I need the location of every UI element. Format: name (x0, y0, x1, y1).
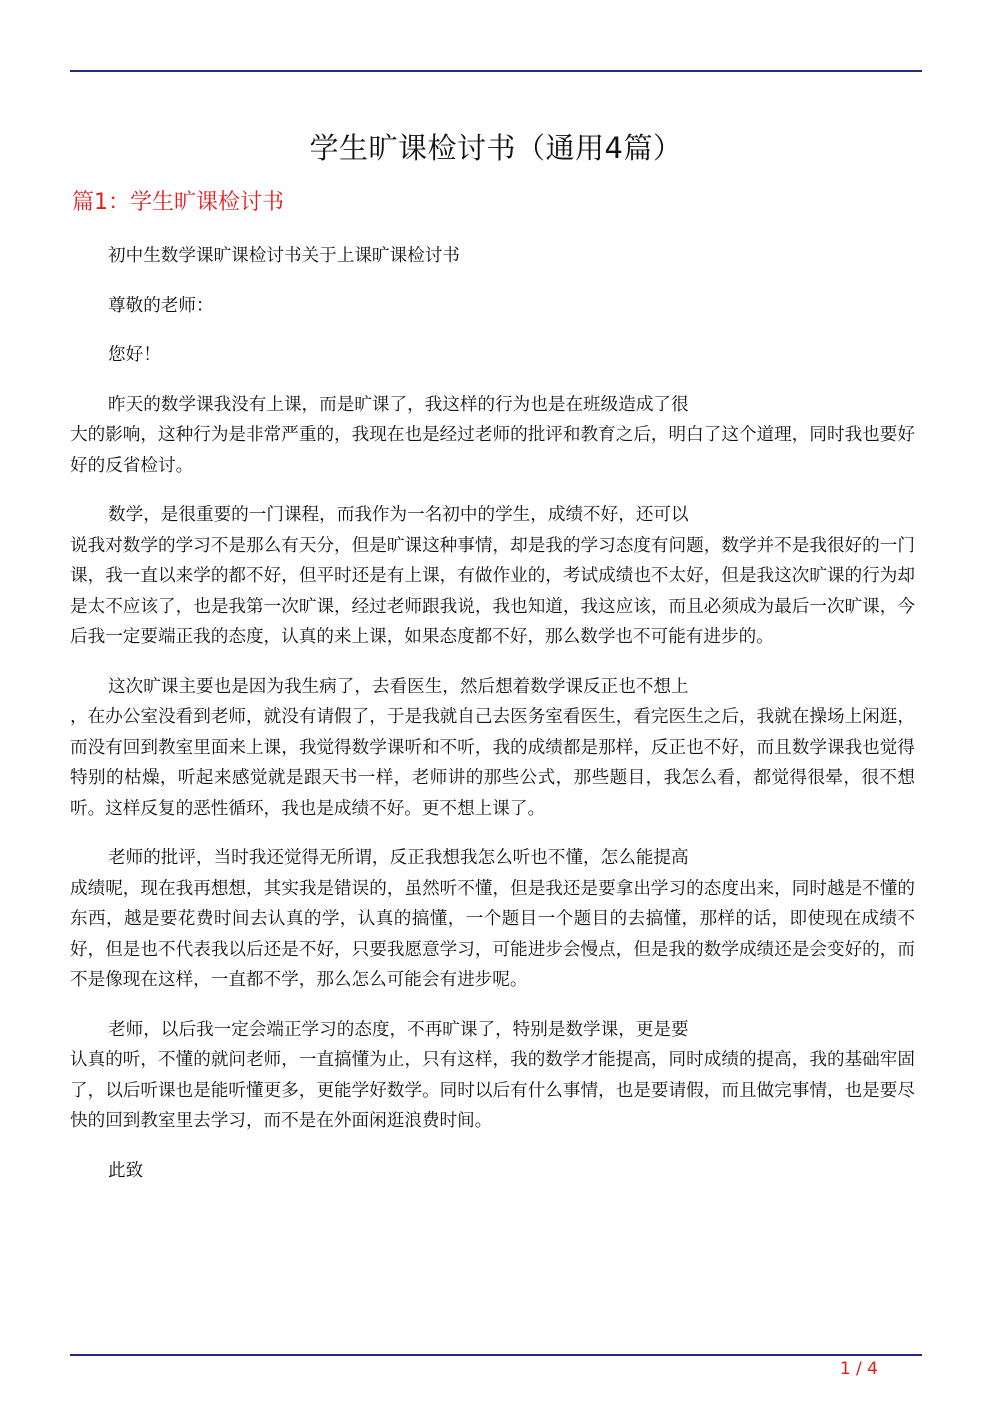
document-title: 学生旷课检讨书（通用4篇） (309, 131, 683, 165)
paragraph-body: ，在办公室没看到老师，就没有请假了，于是我就自己去医务室看医生，看完医生之后，我就在操场上闲逛，而没有回到教室里面来上课，我觉得数学课听和不听，我的成绩都是那样，反正也不好，而且数学课我也觉得特别的枯燥，听起来感觉就是跟天书一样，老师讲的那些公式，那些题目，我怎么看，都觉得很晕，很不想听。这样反复的恶性循环，我也是成绩不好。更不想上课了。 (70, 707, 915, 819)
paragraph-first-line: 老师，以后我一定会端正学习的态度，不再旷课了，特别是数学课，更是要 (108, 1019, 689, 1040)
paragraph (70, 1156, 915, 1187)
paragraph-first-line: 昨天的数学课我没有上课，而是旷课了，我这样的行为也是在班级造成了很 (108, 394, 689, 415)
paragraph (70, 291, 915, 322)
paragraph-body: 成绩呢，现在我再想想，其实我是错误的，虽然听不懂，但是我还是要拿出学习的态度出来，同时越是不懂的东西，越是要花费时间去认真的学，认真的搞懂，一个题目一个题目的去搞懂，那样的话，即使现在成绩不好，但是也不代表我以后还是不好，只要我愿意学习，可能进步会慢点，但是我的数学成绩还是会变好的，而不是像现在这样，一直都不学，那么怎么可能会有进步呢。 (70, 878, 915, 990)
paragraph-first-line: 初中生数学课旷课检讨书关于上课旷课检讨书 (108, 246, 460, 266)
paragraph (70, 843, 915, 996)
footer-rule (70, 1354, 922, 1356)
document-body (70, 241, 915, 1205)
paragraph (70, 340, 915, 371)
paragraph (70, 241, 915, 272)
paragraph (70, 390, 915, 482)
paragraph-body: 大的影响，这种行为是非常严重的，我现在也是经过老师的批评和教育之后，明白了这个道理，同时我也要好好的反省检讨。 (70, 425, 915, 476)
paragraph (70, 672, 915, 825)
paragraph-first-line: 此致 (108, 1160, 144, 1181)
paragraph-first-line: 老师的批评，当时我还觉得无所谓，反正我想我怎么听也不懂，怎么能提高 (108, 848, 689, 868)
paragraph (70, 1015, 915, 1137)
page-number: 1 / 4 (839, 1359, 878, 1379)
paragraph-first-line: 数学，是很重要的一门课程，而我作为一名初中的学生，成绩不好，还可以 (108, 505, 689, 525)
paragraph-body: 认真的听，不懂的就问老师，一直搞懂为止，只有这样，我的数学才能提高，同时成绩的提高，我的基础牢固了，以后听课也是能听懂更多，更能学好数学。同时以后有什么事情，也是要请假，而且做完事情，也是要尽快的回到教室里去学习，而不是在外面闲逛浪费时间。 (70, 1050, 915, 1131)
paragraph-first-line: 这次旷课主要也是因为我生病了，去看医生，然后想着数学课反正也不想上 (108, 676, 689, 697)
paragraph (70, 500, 915, 653)
section-heading: 篇1：学生旷课检讨书 (72, 190, 284, 215)
paragraph-body: 说我对数学的学习不是那么有天分，但是旷课这种事情，却是我的学习态度有问题，数学并不是我很好的一门课，我一直以来学的都不好，但平时还是有上课，有做作业的，考试成绩也不太好，但是我这次旷课的行为却是太不应该了，也是我第一次旷课，经过老师跟我说，我也知道，我这应该，而且必须成为最后一次旷课，今后我一定要端正我的态度，认真的来上课，如果态度都不好，那么数学也不可能有进步的。 (70, 535, 915, 647)
header-rule (70, 70, 922, 72)
paragraph-first-line: 您好！ (108, 345, 161, 365)
paragraph-first-line: 尊敬的老师： (108, 295, 214, 316)
